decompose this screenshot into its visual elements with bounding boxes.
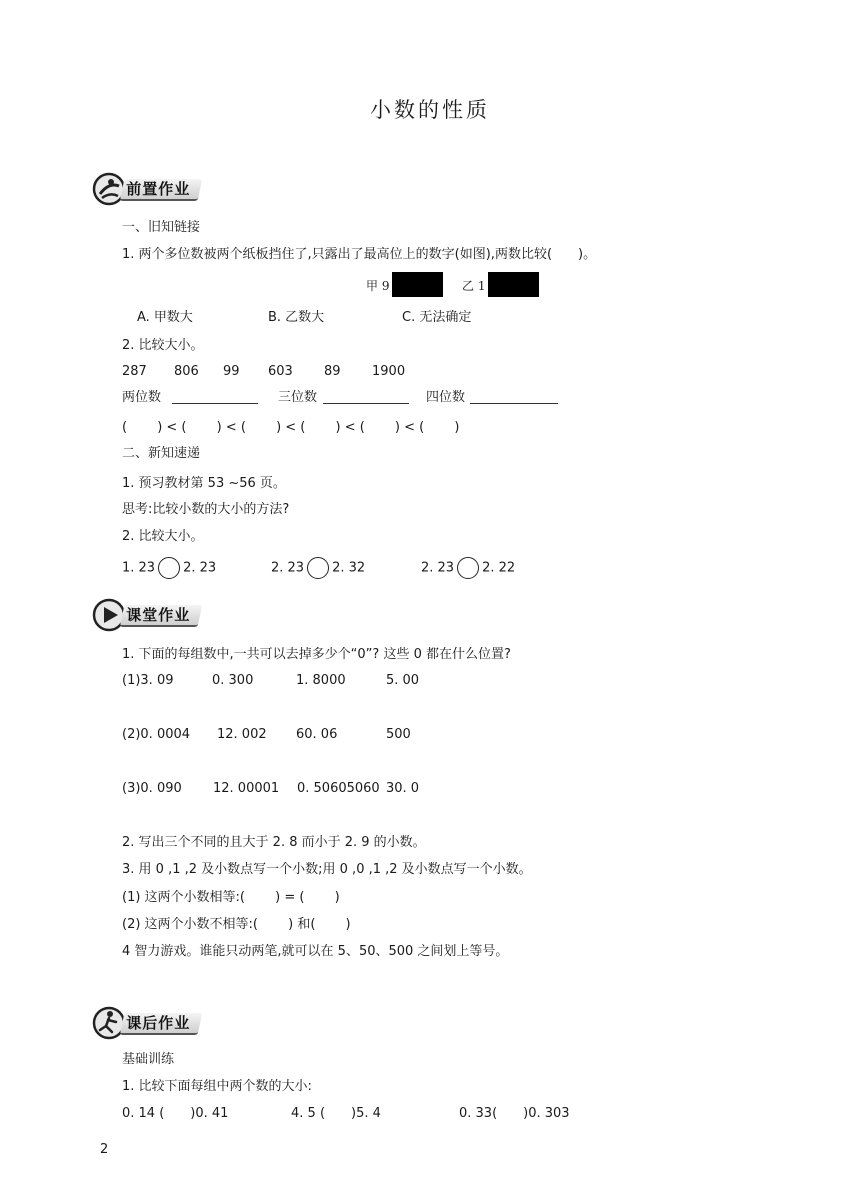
group-item: (2)0. 0004 — [122, 727, 191, 742]
question-4: 2. 比较大小。 — [122, 529, 204, 544]
class-question-3b: (2) 这两个小数不相等:( ) 和( ) — [122, 917, 351, 932]
option-b: B. 乙数大 — [268, 310, 325, 325]
part1-heading: 一、旧知链接 — [122, 220, 201, 235]
compare-circle[interactable] — [307, 557, 329, 579]
group-item: 60. 06 — [296, 727, 338, 742]
compare-item: 2. 23 2. 22 — [421, 557, 515, 579]
part2-heading: 二、新知速递 — [122, 446, 201, 461]
answer-blank[interactable] — [172, 391, 258, 404]
compare-pair: 0. 33( )0. 303 — [459, 1106, 570, 1121]
cover-board-yi — [488, 272, 539, 297]
section-badge-pre — [92, 172, 212, 206]
after-heading: 基础训练 — [122, 1052, 175, 1067]
order-row: ( ) < ( ) < ( ) < ( ) < ( ) < ( ) — [122, 420, 460, 435]
group-item: (3)0. 090 — [122, 781, 182, 796]
compare-pair: 4. 5 ( )5. 4 — [291, 1106, 381, 1121]
section-badge-class — [92, 598, 212, 632]
question-2: 2. 比较大小。 — [122, 338, 204, 353]
class-question-1: 1. 下面的每组数中,一共可以去掉多少个“0”? 这些 0 都在什么位置? — [122, 647, 511, 662]
answer-blank[interactable] — [470, 391, 558, 404]
option-c: C. 无法确定 — [402, 310, 472, 325]
group-item: 1. 8000 — [296, 673, 346, 688]
cover-board-jia — [392, 272, 443, 297]
group-item: 30. 0 — [386, 781, 420, 796]
answer-blank[interactable] — [323, 391, 409, 404]
number-item: 287 — [122, 364, 147, 379]
number-item: 99 — [223, 364, 240, 379]
compare-item: 2. 23 2. 32 — [271, 557, 365, 579]
group-item: 5. 00 — [386, 673, 420, 688]
group-item: 12. 002 — [217, 727, 267, 742]
page-title: 小数的性质 — [370, 98, 490, 122]
compare-item: 1. 23 2. 23 — [122, 557, 216, 579]
class-question-3: 3. 用 0 ,1 ,2 及小数点写一个小数;用 0 ,0 ,1 ,2 及小数点写一个小数。 — [122, 862, 532, 877]
compare-circle[interactable] — [457, 557, 479, 579]
number-item: 806 — [174, 364, 199, 379]
section-badge-after — [92, 1006, 212, 1040]
compare-circle[interactable] — [158, 557, 180, 579]
jia-label: 甲 9 — [366, 279, 390, 293]
group-item: (1)3. 09 — [122, 673, 174, 688]
page-number: 2 — [100, 1142, 109, 1157]
group-item: 0. 50605060 — [297, 781, 380, 796]
section-label: 课堂作业 — [120, 605, 203, 627]
after-question-1: 1. 比较下面每组中两个数的大小: — [122, 1079, 312, 1094]
two-digit-label: 两位数 — [122, 390, 162, 405]
compare-pair: 0. 14 ( )0. 41 — [122, 1106, 229, 1121]
question-1: 1. 两个多位数被两个纸板挡住了,只露出了最高位上的数字(如图),两数比较( )。 — [122, 247, 597, 262]
number-item: 89 — [324, 364, 341, 379]
three-digit-label: 三位数 — [278, 390, 318, 405]
class-question-4: 4 智力游戏。谁能只动两笔,就可以在 5、50、500 之间划上等号。 — [122, 944, 509, 959]
think-prompt: 思考:比较小数的大小的方法? — [122, 502, 290, 517]
section-label: 课后作业 — [120, 1013, 203, 1035]
class-question-3a: (1) 这两个小数相等:( ) = ( ) — [122, 890, 340, 905]
number-item: 1900 — [372, 364, 406, 379]
number-item: 603 — [268, 364, 293, 379]
group-item: 0. 300 — [212, 673, 254, 688]
four-digit-label: 四位数 — [426, 390, 466, 405]
group-item: 12. 00001 — [213, 781, 280, 796]
question-3: 1. 预习教材第 53 ~56 页。 — [122, 476, 286, 491]
section-label: 前置作业 — [120, 179, 203, 201]
group-item: 500 — [386, 727, 411, 742]
option-a: A. 甲数大 — [137, 310, 193, 325]
yi-label: 乙 1 — [462, 279, 486, 293]
class-question-2: 2. 写出三个不同的且大于 2. 8 而小于 2. 9 的小数。 — [122, 835, 426, 850]
